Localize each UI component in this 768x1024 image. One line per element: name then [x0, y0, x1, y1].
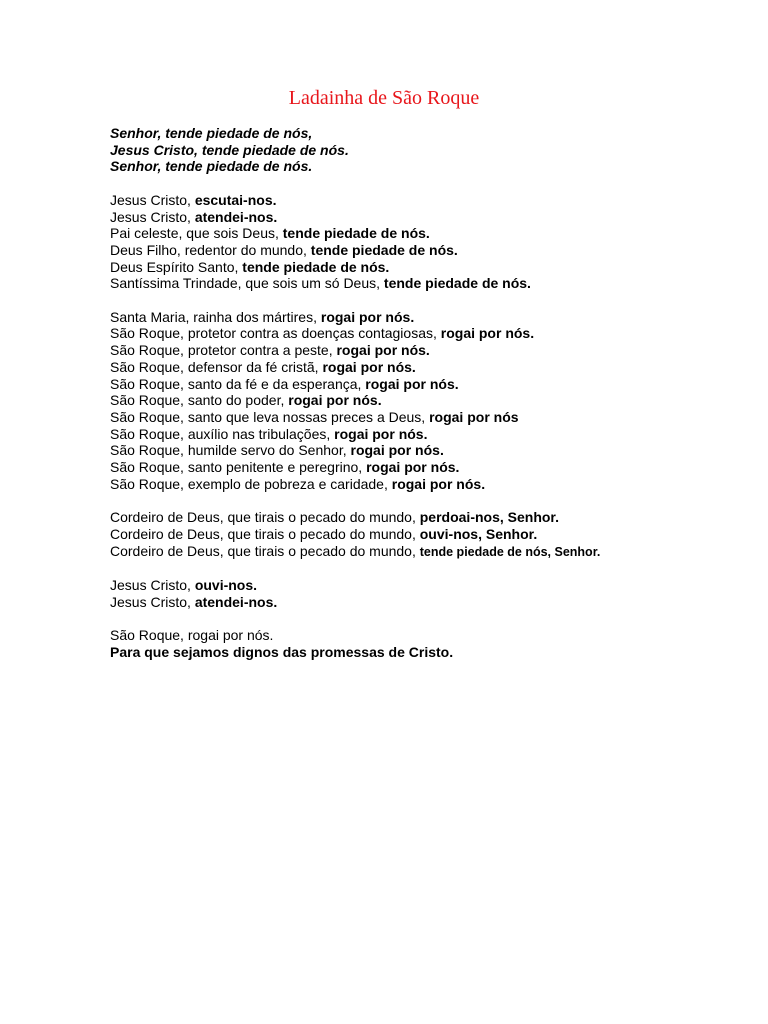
- paragraph-gap: [110, 492, 750, 509]
- paragraph-gap: [110, 292, 750, 309]
- invocation-line: São Roque, humilde servo do Senhor, rogai por nós.: [110, 442, 444, 459]
- invocation-line: Deus Filho, redentor do mundo, tende piedade de nós.: [110, 241, 458, 258]
- closing-invocation-line: Jesus Cristo, ouvi-nos.: [110, 576, 258, 593]
- invocation-line: Jesus Cristo, atendei-nos.: [110, 208, 278, 225]
- invocation-line: São Roque, exemplo de pobreza e caridade, rogai por nós.: [110, 475, 486, 492]
- page-title: Ladainha de São Roque: [288, 87, 480, 109]
- agnus-dei-line: Cordeiro de Deus, que tirais o pecado do mundo, perdoai-nos, Senhor.: [110, 509, 559, 526]
- agnus-dei-line: Cordeiro de Deus, que tirais o pecado do mundo, ouvi-nos, Senhor.: [110, 525, 538, 542]
- invocation-line: Pai celeste, que sois Deus, tende piedade de nós.: [110, 225, 430, 242]
- invocation-line: Santa Maria, rainha dos mártires, rogai por nós.: [110, 308, 415, 325]
- final-versicle: São Roque, rogai por nós.: [110, 627, 274, 644]
- paragraph-gap: [110, 175, 750, 192]
- invocation-line: São Roque, santo penitente e peregrino, rogai por nós.: [110, 459, 460, 476]
- closing-invocation-line: Jesus Cristo, atendei-nos.: [110, 593, 278, 610]
- final-response: Para que sejamos dignos das promessas de Cristo.: [110, 643, 454, 660]
- paragraph-gap: [110, 610, 750, 627]
- opening-line: Senhor, tende piedade de nós.: [110, 158, 313, 175]
- invocation-line: São Roque, defensor da fé cristã, rogai por nós.: [110, 358, 416, 375]
- invocation-line: Jesus Cristo, escutai-nos.: [110, 191, 277, 208]
- invocation-line: São Roque, santo do poder, rogai por nós.: [110, 392, 382, 409]
- opening-line: Jesus Cristo, tende piedade de nós.: [110, 141, 349, 158]
- invocation-line: São Roque, santo da fé e da esperança, rogai por nós.: [110, 375, 459, 392]
- paragraph-gap: [110, 560, 750, 577]
- invocation-line: Deus Espírito Santo, tende piedade de nós.: [110, 258, 390, 275]
- agnus-dei-line: Cordeiro de Deus, que tirais o pecado do mundo, tende piedade de nós, Senhor.: [110, 542, 601, 559]
- litany-body: [110, 125, 750, 660]
- invocation-line: São Roque, auxílio nas tribulações, rogai por nós.: [110, 425, 428, 442]
- opening-line: Senhor, tende piedade de nós,: [110, 125, 313, 141]
- invocation-line: São Roque, protetor contra a peste, rogai por nós.: [110, 342, 430, 359]
- invocation-line: Santíssima Trindade, que sois um só Deus, tende piedade de nós.: [110, 275, 531, 292]
- invocation-line: São Roque, protetor contra as doenças contagiosas, rogai por nós.: [110, 325, 535, 342]
- invocation-line: São Roque, santo que leva nossas preces a Deus, rogai por nós: [110, 408, 519, 425]
